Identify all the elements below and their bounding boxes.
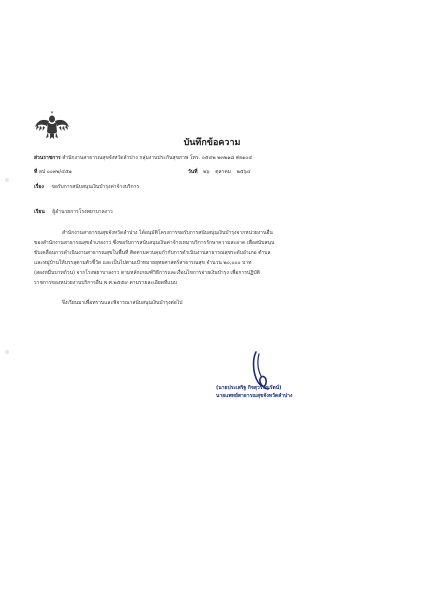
closing-text: จึงเรียนมาเพื่อทราบและพิจารณาสนับสนุนเงินบำรุงต่อไป bbox=[62, 300, 183, 306]
ref-value: ลป ๐๐๓๒/๔๕๑ bbox=[38, 169, 72, 175]
body-line: และหมู่บ้านให้บรรลุตามตัวชี้วัด และเป็นไปตามเป้าหมายยุทธศาสตร์สาธารณสุข จำนวน ๒๐,๐๐๐ บาท bbox=[34, 260, 252, 266]
date-label: วันที่ bbox=[188, 169, 198, 175]
memo-title: บันทึกข้อความ bbox=[183, 138, 241, 148]
date-month: ตุลาคม bbox=[215, 169, 231, 175]
ref-label: ที่ bbox=[34, 169, 38, 175]
date-row bbox=[188, 169, 251, 176]
punch-hole bbox=[5, 178, 9, 182]
agency-row bbox=[34, 155, 252, 162]
signer-position: นายแพทย์สาธารณสุขจังหวัดลำปาง bbox=[216, 393, 293, 399]
subject-label: เรื่อง bbox=[34, 184, 44, 190]
ref-row bbox=[34, 169, 72, 176]
body-line: ขับเคลื่อนการดำเนินงานสาธารณสุขในพื้นที่ ติดตามควบคุมกำกับการดำเนินงานสาธารณสุขระดับอำเภอ ตำบล bbox=[34, 250, 271, 256]
signer-name: (นายประเสริฐ กิจสุวรรณรัตน์) bbox=[216, 385, 282, 391]
subject-value: ขอรับการสนับสนุนเงินบำรุงค่าจ้างบริการ bbox=[51, 184, 140, 190]
agency-label: ส่วนราชการ bbox=[34, 155, 61, 161]
body-line: ราชการของหน่วยงานบริการอื่น พ.ศ.๒๕๕๙ ตามรายละเอียดที่แนบ bbox=[34, 280, 178, 286]
to-label: เรียน bbox=[34, 209, 45, 215]
agency-value: สำนักงานสาธารณสุขจังหวัดลำปาง กลุ่มงานประกันสุขภาพ โทร. ๐๕๔๒ ๒๓๒๑๘ ต่อ๑๐๔ bbox=[62, 155, 253, 161]
date-day: ๒๖ bbox=[203, 169, 210, 175]
body-line: สำนักงานสาธารณสุขจังหวัดลำปาง ได้อนุมัติโครงการขอรับการสนับสนุนเงินบำรุงจากหน่วยงานอื่น bbox=[62, 230, 273, 236]
body-line: (สองหมื่นบาทถ้วน) จากโรงพยาบาลงาว ตามหลักเกณฑ์วิธีการและเงื่อนไขการจ่ายเงินบำรุง เพื่อการปฏิบัติ bbox=[34, 270, 260, 276]
to-value: ผู้อำนวยการโรงพยาบาลงาว bbox=[52, 209, 113, 215]
punch-hole bbox=[5, 350, 9, 354]
date-year: ๒๕๖๔ bbox=[236, 169, 251, 175]
to-row bbox=[34, 209, 113, 216]
body-line: ของสำนักงานสาธารณสุขอำเภองาว ซึ่งขอรับการสนับสนุนเงินค่าจ้างเหมาบริการรักษาความสะอาด เพื่อสนับสนุน bbox=[34, 240, 275, 246]
subject-row bbox=[34, 184, 139, 191]
